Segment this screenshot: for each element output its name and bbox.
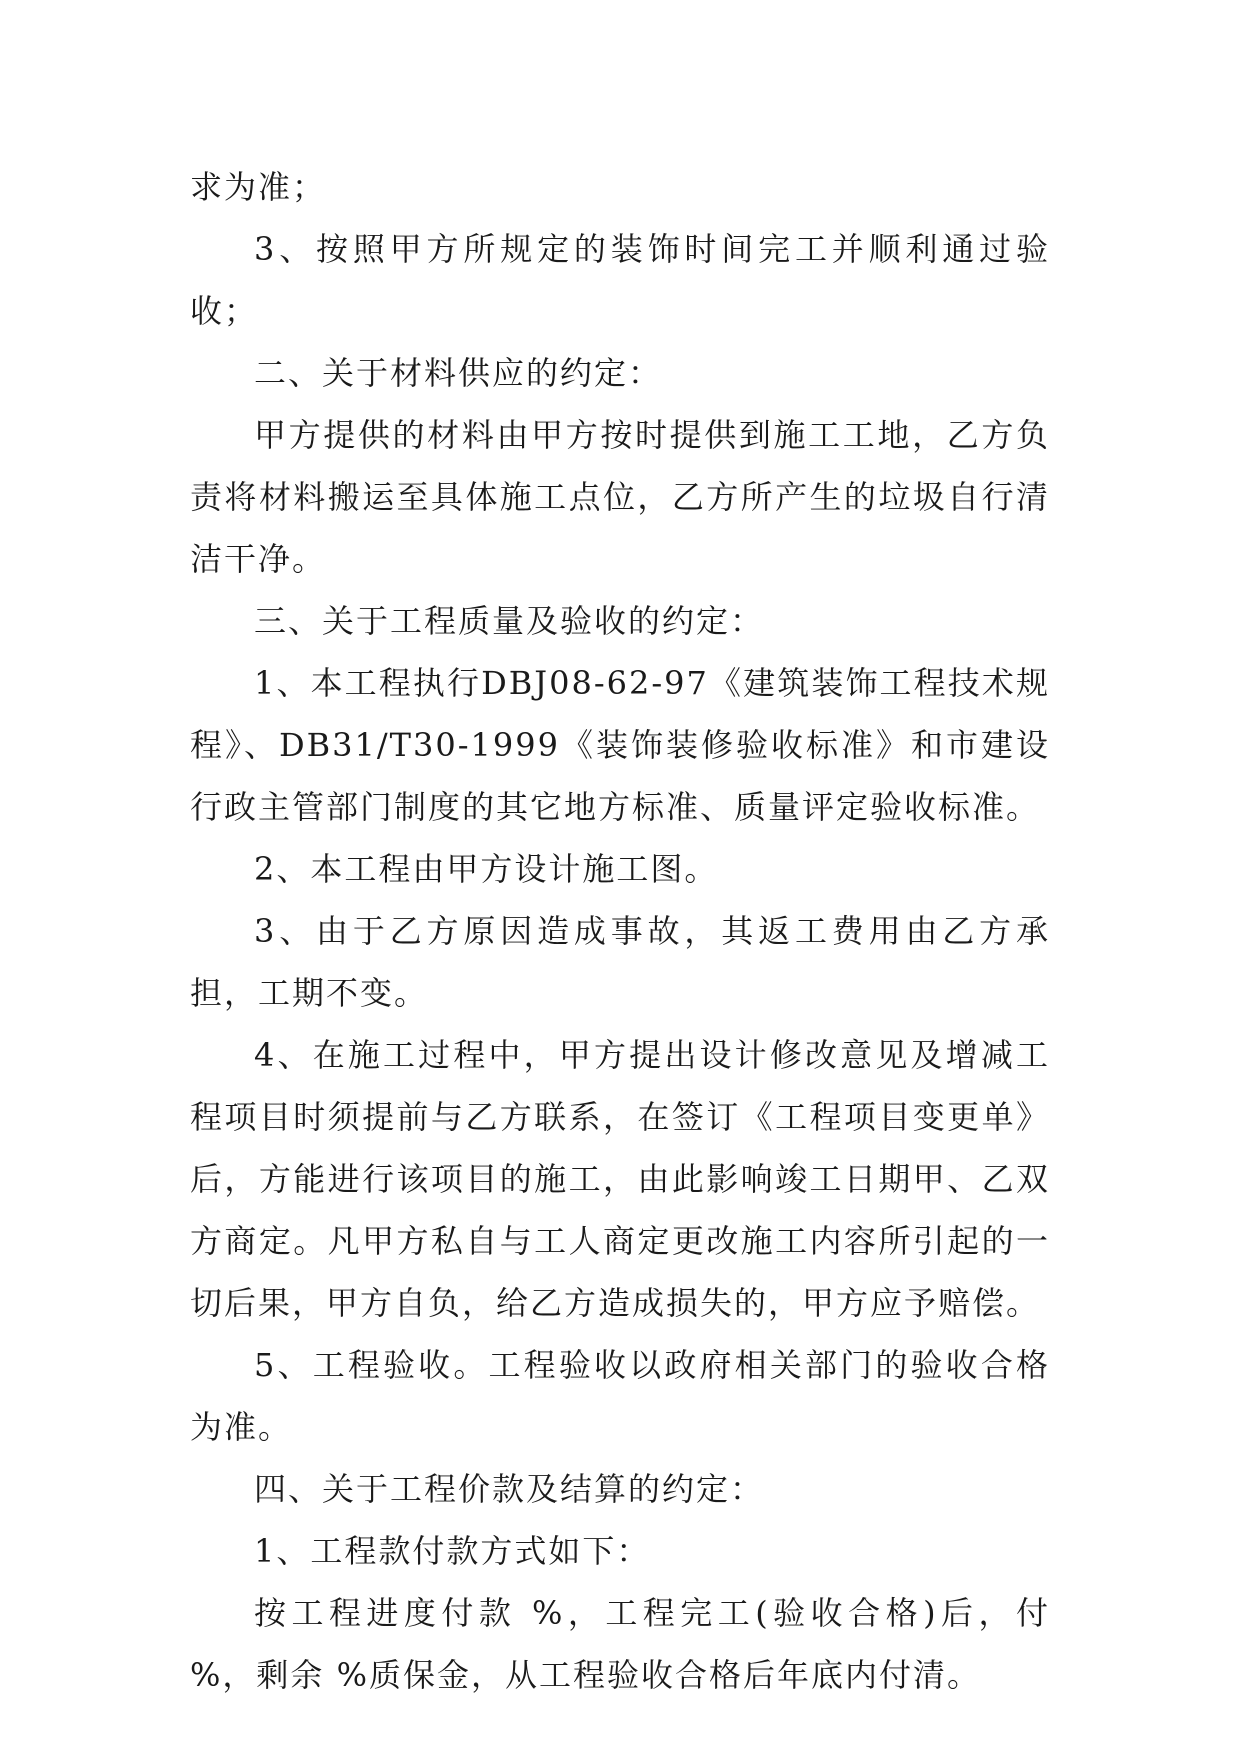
paragraph-quality-4: 4、在施工过程中，甲方提出设计修改意见及增减工程项目时须提前与乙方联系，在签订《工程项目变更单》后，方能进行该项目的施工，由此影响竣工日期甲、乙双方商定。凡甲方私自与工人商定更改施工内容所引起的一切后果，甲方自负，给乙方造成损失的，甲方应予赔偿。 [190, 1036, 1050, 1322]
paragraph-payment-1: 1、工程款付款方式如下： [254, 1532, 651, 1570]
document-body [190, 156, 1050, 1706]
paragraph-quality-3: 3、由于乙方原因造成事故，其返工费用由乙方承担，工期不变。 [190, 912, 1050, 1012]
section-heading-payment: 四、关于工程价款及结算的约定： [254, 1470, 765, 1508]
section-heading-materials: 二、关于材料供应的约定： [254, 354, 663, 392]
section-heading-quality: 三、关于工程质量及验收的约定： [254, 602, 765, 640]
paragraph-quality-2: 2、本工程由甲方设计施工图。 [254, 850, 719, 888]
paragraph-item-3-completion: 3、按照甲方所规定的装饰时间完工并顺利通过验收； [190, 230, 1050, 330]
paragraph-materials: 甲方提供的材料由甲方按时提供到施工工地，乙方负责将材料搬运至具体施工点位，乙方所产生的垃圾自行清洁干净。 [190, 416, 1050, 578]
paragraph-continuation: 求为准； [190, 168, 327, 206]
paragraph-quality-5: 5、工程验收。工程验收以政府相关部门的验收合格为准。 [190, 1346, 1050, 1446]
paragraph-quality-1: 1、本工程执行DBJ08-62-97《建筑装饰工程技术规程》、DB31/T30-1999《装饰装修验收标准》和市建设行政主管部门制度的其它地方标准、质量评定验收标准。 [190, 664, 1050, 826]
paragraph-payment-terms: 按工程进度付款 %，工程完工(验收合格)后，付 %，剩余 %质保金，从工程验收合格后年底内付清。 [190, 1594, 1050, 1694]
